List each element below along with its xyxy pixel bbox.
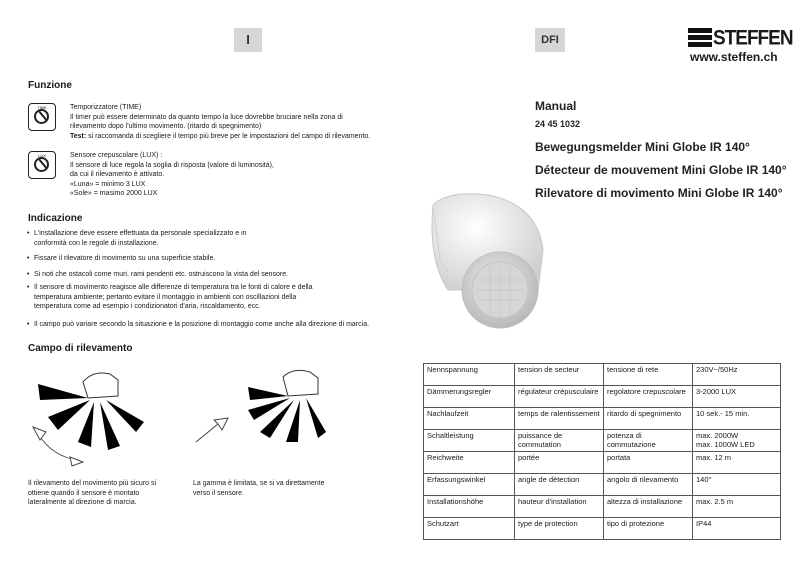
spec-cell-it: regolatore crepuscolare [604,386,693,408]
title-italian: Rilevatore di movimento Mini Globe IR 140° [535,186,783,200]
spec-row [424,430,781,452]
spec-cell-it: potenza di commutazione [604,430,693,452]
timer-dial-icon: TIME [28,103,56,131]
spec-cell-fr: portée [515,452,604,474]
lux-description: Sensore crepuscolare (LUX) : Il sensore di luce regola la soglia di risposta (valore di luminosità), da cui il rilevamento è attivato. «Luna» = minimo 3 LUX «Sole» = masimo 2000 LUX [70,152,274,197]
spec-row [424,474,781,496]
spec-cell-it: portata [604,452,693,474]
bullet-range: • Il campo può variare secondo la situazione e la posizione di montaggio come anche alla direzione di marcia. [34,320,404,330]
spec-row [424,452,781,474]
spec-row [424,496,781,518]
spec-cell-fr: angle de détection [515,474,604,496]
spec-cell-de: Erfassungswinkel [424,474,515,496]
title-french: Détecteur de mouvement Mini Globe IR 140° [535,163,787,177]
spec-cell-de: Installationshöhe [424,496,515,518]
spec-cell-de: Schutzart [424,518,515,540]
spec-table [423,363,781,540]
title-german: Bewegungsmelder Mini Globe IR 140° [535,140,750,154]
tab-dfi: DFI [535,28,565,52]
spec-cell-val: max. 2.5 m [693,496,781,518]
spec-cell-val: IP44 [693,518,781,540]
product-photo [418,190,563,330]
spec-cell-fr: hauteur d'installation [515,496,604,518]
spec-cell-de: Nennspannung [424,364,515,386]
spec-cell-fr: type de protection [515,518,604,540]
spec-row [424,364,781,386]
spec-cell-fr: puissance de commutation [515,430,604,452]
timer-description: Temporizzatore (TIME) Il timer può essere determinato da quanto tempo la luce dovrebbe bruciare nella zona di rilevamento dopo l'ultimo movimento. (ritardo di spegnimento) Test: si raccomanda di scegliere il tempo più breve per le impostazioni del campo di rilevamento. [70,104,371,140]
steffen-logo: STEFFEN [688,27,781,49]
spec-cell-it: angolo di rilevamento [604,474,693,496]
spec-cell-it: altezza di installazione [604,496,693,518]
bullet-obstacles: • Si noti che ostacoli come muri, rami pendenti etc. ostruiscono la vista del sensore. [34,270,394,280]
spec-cell-de: Dämmerungsregler [424,386,515,408]
spec-cell-de: Schaltleistung [424,430,515,452]
detection-front-diagram [188,362,338,467]
spec-row [424,518,781,540]
heading-indicazione: Indicazione [28,213,83,224]
spec-cell-de: Nachlaufzeit [424,408,515,430]
spec-cell-val: max. 12 m [693,452,781,474]
spec-cell-val: 10 sek.- 15 min. [693,408,781,430]
bullet-temperature: • Il sensore di movimento reagisce alle differenze di temperatura tra le fonti di calore e della temperatura ambiente; pertanto evitare il montaggio in ambienti con oscillazioni della temperatura come ad esempio i condizionatori d'aria, riscaldamento, ecc. [34,283,394,312]
spec-cell-val: 140° [693,474,781,496]
lux-dial-icon: LUX [28,151,56,179]
spec-cell-de: Reichweite [424,452,515,474]
article-number: 24 45 1032 [535,119,581,129]
caption-side: Il rilevamento del movimento più sicuro si ottiene quando il sensore è montato lateralmente al direzione di marcia. [28,480,156,506]
detection-side-diagram [28,362,178,467]
spec-row [424,386,781,408]
spec-cell-val-extra: max. 1000W LED [696,440,755,449]
spec-cell-fr: temps de ralentissement [515,408,604,430]
spec-cell-val: max. 2000W max. 1000W LED [693,430,781,452]
bullet-mounting: • Fissare il rilevatore di movimento su una superficie stabile. [34,254,394,264]
manual-label: Manual [535,99,577,113]
spec-row [424,408,781,430]
heading-campo: Campo di rilevamento [28,343,133,354]
bullet-installation: • L'installazione deve essere effettuata da personale specializzato e in conformità con le regole di installazione. [34,229,394,248]
heading-funzione: Funzione [28,80,72,91]
tab-italian: I [234,28,262,52]
spec-cell-it: tipo di protezione [604,518,693,540]
spec-cell-val: 3-2000 LUX [693,386,781,408]
caption-front: La gamma è limitata, se si va direttamente verso il sensore. [193,480,325,497]
spec-cell-fr: tension de secteur [515,364,604,386]
website-url[interactable]: www.steffen.ch [690,50,778,64]
spec-cell-it: tensione di rete [604,364,693,386]
spec-cell-fr: régulateur crépusculaire [515,386,604,408]
spec-cell-val: 230V~/50Hz [693,364,781,386]
spec-cell-it: ritardo di spegnimento [604,408,693,430]
